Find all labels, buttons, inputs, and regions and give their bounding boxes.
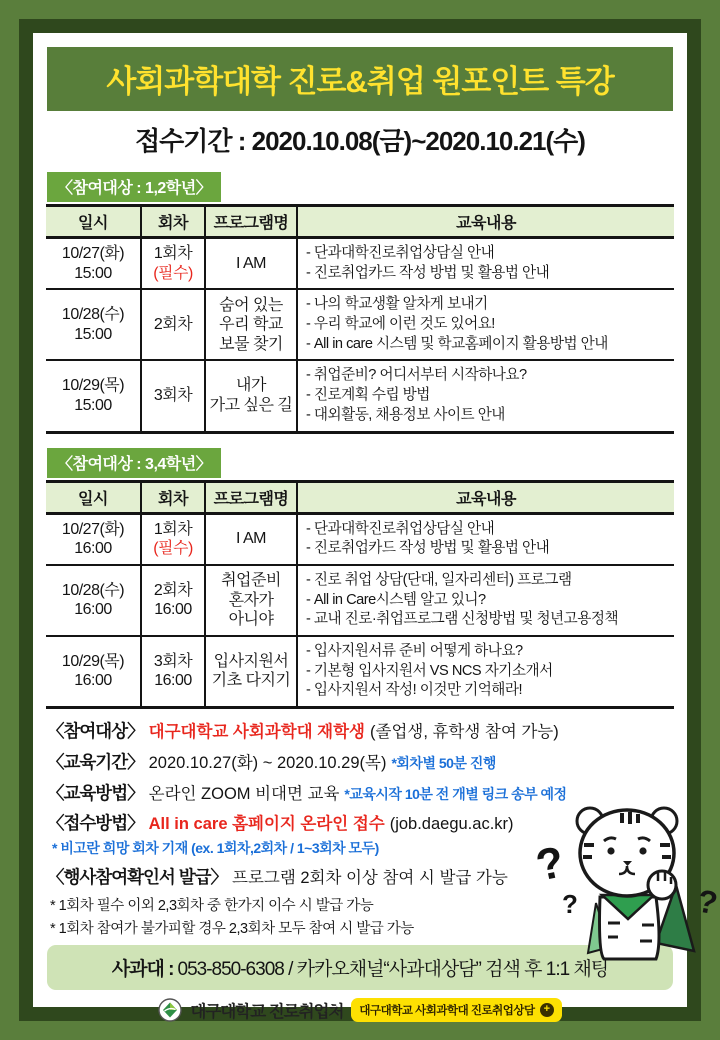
svg-text:?: ?	[531, 837, 569, 891]
cell-round	[141, 636, 205, 708]
cell-program: 숨어 있는 우리 학교 보물 찾기	[205, 289, 297, 360]
cell-round	[141, 289, 205, 360]
schedule-table-grade12	[46, 204, 674, 434]
info-apply-url: (job.daegu.ac.kr)	[389, 815, 514, 834]
table-row	[46, 565, 674, 636]
cell-date: 10/27(화) 15:00	[61, 245, 125, 282]
info-period	[47, 752, 674, 774]
poster-card	[19, 19, 720, 1021]
plus-icon: +	[540, 1003, 554, 1017]
cell-content: - 나의 학교생활 알차게 보내기 - 우리 학교에 이런 것도 있어요! - All in care 시스템 및 학교홈페이지 활용방법 안내	[297, 289, 674, 360]
info-certificate-sub1: * 1회차 필수 이외 2,3회차 중 한가지 이수 시 발급 가능	[50, 897, 374, 914]
tiger-mascot-illustration	[531, 793, 720, 961]
tiger-mascot	[531, 793, 720, 961]
round-text: 3회차 16:00	[153, 652, 193, 690]
col-content: 교육내용	[297, 206, 674, 238]
cell-date: 10/29(목) 15:00	[46, 360, 141, 432]
info-certificate-sub2: * 1회차 참여가 불가피할 경우 2,3회차 모두 참여 시 발급 가능	[50, 921, 414, 938]
round-required-note: (필수)	[153, 540, 193, 558]
svg-text:?: ?	[694, 882, 720, 922]
table-row	[46, 289, 674, 360]
info-method-label: 〈교육방법〉	[47, 782, 144, 803]
cell-program: 내가 가고 싶은 길	[205, 360, 297, 432]
cell-content: - 단과대학진로취업상담실 안내 - 진로취업카드 작성 방법 및 활용법 안내	[297, 513, 674, 565]
table-row	[46, 360, 674, 432]
info-period-note: *회차별 50분 진행	[391, 754, 496, 771]
kakao-channel-badge	[351, 998, 561, 1022]
info-apply-label: 〈접수방법〉	[47, 813, 144, 834]
kakao-channel-label: 대구대학교 사회과학대 진로취업상담	[359, 1004, 535, 1017]
cell-content: - 취업준비? 어디서부터 시작하나요? - 진로계획 수립 방법 - 대외활동, 채용정보 사이트 안내	[297, 360, 674, 432]
schedule-table-grade34	[46, 480, 674, 710]
info-period-label: 〈교육기간〉	[47, 751, 144, 772]
info-method-main: 온라인 ZOOM 비대면 교육	[148, 784, 340, 803]
cell-program: I AM	[205, 238, 297, 290]
col-program: 프로그램명	[205, 481, 297, 513]
registration-period: 접수기간 : 2020.10.08(금)~2020.10.21(수)	[135, 126, 585, 156]
cell-content: - 단과대학진로취업상담실 안내 - 진로취업카드 작성 방법 및 활용법 안내	[297, 238, 674, 290]
round-text: 2회차 16:00	[153, 581, 193, 619]
footer-organization: 대구대학교 진로취업처	[190, 1002, 344, 1021]
col-program: 프로그램명	[205, 206, 297, 238]
table-header-row	[46, 481, 674, 513]
info-participants-rest: (졸업생, 휴학생 참여 가능)	[370, 723, 559, 741]
cell-date: 10/28(수) 15:00	[46, 289, 141, 360]
col-round: 회차	[141, 206, 205, 238]
poster-title: 사회과학대학 진로&취업 원포인트 특강	[47, 47, 673, 111]
cell-program: I AM	[205, 513, 297, 565]
col-date: 일시	[46, 206, 141, 238]
table-row	[46, 513, 674, 565]
cell-program: 취업준비 혼자가 아니야	[205, 565, 297, 636]
info-certificate-label: 〈행사참여확인서 발급〉	[47, 866, 228, 887]
table-header-row	[46, 206, 674, 238]
cell-content: - 입사지원서류 준비 어떻게 하나요? - 기본형 입사지원서 VS NCS 자기소개서 - 입사지원서 작성! 이것만 기억해라!	[297, 636, 674, 708]
info-method-note: *교육시작 10분 전 개별 링크 송부 예정	[344, 785, 567, 802]
col-date: 일시	[46, 481, 141, 513]
contact-banner-bold: 사과대 :	[111, 958, 174, 980]
cell-round	[141, 565, 205, 636]
info-period-main: 2020.10.27(화) ~ 2020.10.29(목)	[148, 753, 387, 772]
round-text: 3회차	[153, 387, 193, 405]
table-row	[46, 238, 674, 290]
university-logo-icon	[158, 998, 182, 1022]
round-text: 1회차	[153, 245, 193, 263]
cell-round	[141, 360, 205, 432]
cell-program: 입사지원서 기초 다지기	[205, 636, 297, 708]
cell-content: - 진로 취업 상담(단대, 일자리센터) 프로그램 - All in Care시스템 알고 있니? - 교내 진로·취업프로그램 신청방법 및 청년고용정책	[297, 565, 674, 636]
cell-date: 10/29(목) 16:00	[46, 636, 141, 708]
info-certificate-main: 프로그램 2회차 이상 참여 시 발급 가능	[232, 868, 508, 887]
col-round: 회차	[141, 481, 205, 513]
cell-round	[141, 238, 205, 290]
info-apply-highlight: All in care 홈페이지 온라인 접수	[148, 815, 385, 834]
info-participants	[47, 721, 674, 743]
col-content: 교육내용	[297, 481, 674, 513]
cell-date: 10/27(화) 16:00	[61, 520, 125, 558]
cell-date: 10/28(수) 16:00	[46, 565, 141, 636]
round-text: 1회차	[153, 520, 193, 538]
info-participants-label: 〈참여대상〉	[47, 721, 144, 741]
contact-banner-text: 053-850-6308 / 카카오채널“사과대상담” 검색 후 1:1 채팅	[177, 958, 609, 980]
audience-badge-grade12: 〈참여대상 : 1,2학년〉	[47, 172, 221, 202]
round-required-note: (필수)	[153, 264, 193, 282]
info-participants-highlight: 대구대학교 사회과학대 재학생	[148, 723, 366, 741]
table-row	[46, 636, 674, 708]
cell-round	[141, 513, 205, 565]
round-text: 2회차	[153, 316, 193, 334]
info-apply-sub: * 비고란 희망 회차 기재 (ex. 1회차,2회차 / 1~3회차 모두)	[52, 840, 379, 857]
footer	[46, 998, 674, 1022]
audience-badge-grade34: 〈참여대상 : 3,4학년〉	[47, 448, 221, 478]
svg-text:?: ?	[562, 889, 578, 919]
